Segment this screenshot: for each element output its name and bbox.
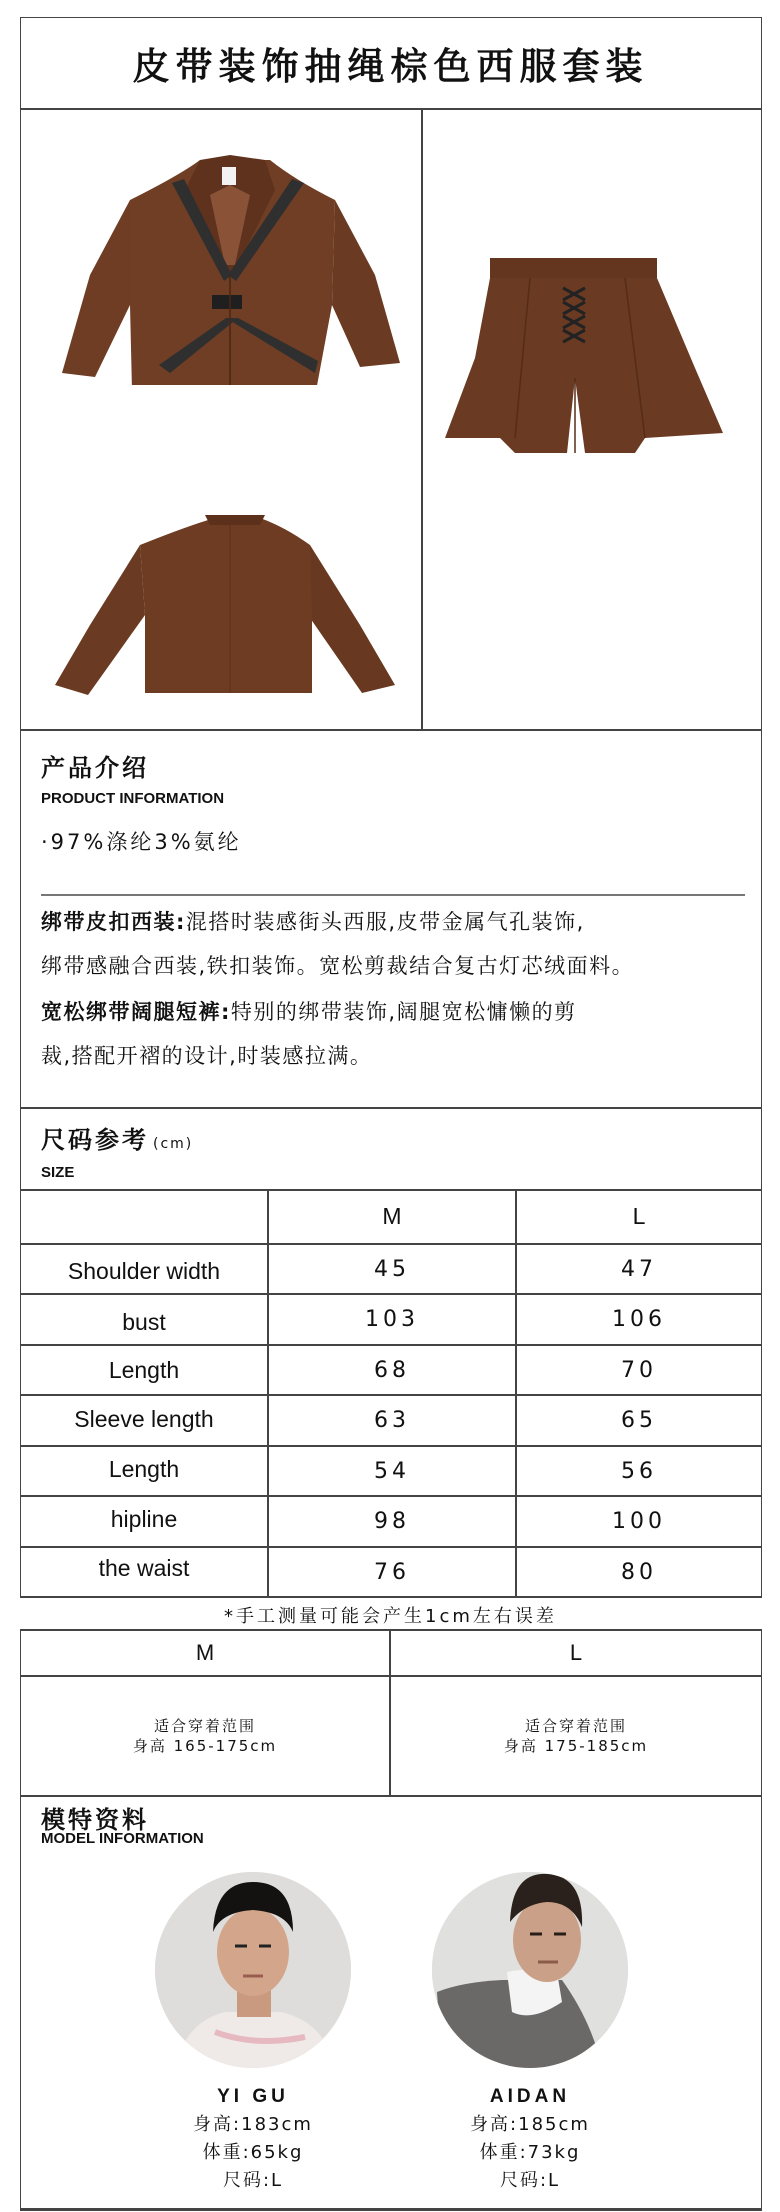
size-row-label: Length (108, 1356, 180, 1383)
product-info-heading: 产品介绍 (41, 754, 149, 782)
model-height: 身高:185cm (470, 2114, 590, 2135)
size-table-header-empty (20, 1190, 268, 1243)
size-row-m: 63 (374, 1407, 410, 1433)
jacket-description-line-2: 绑带感融合西装,铁扣装饰。宽松剪裁结合复古灯芯绒面料。 (41, 954, 635, 978)
size-row-l: 56 (621, 1458, 657, 1484)
size-table-header-l: L (632, 1203, 646, 1229)
size-row-m: 98 (374, 1508, 410, 1534)
bottom-border (20, 2208, 762, 2211)
size-row-label: Shoulder width (67, 1257, 221, 1284)
fit-range-height: 身高 165-175cm (132, 1737, 278, 1755)
divider (20, 729, 762, 731)
fit-range-label: 适合穿着范围 (524, 1717, 627, 1735)
size-subheading: SIZE (41, 1164, 75, 1181)
model-info-heading: 模特资料 (41, 1806, 149, 1834)
shorts-description-label: 宽松绑带阔腿短裤: (41, 1000, 231, 1024)
size-row-m: 54 (374, 1458, 410, 1484)
model-avatar-yi-gu (155, 1872, 351, 2068)
divider (20, 1107, 762, 1109)
jacket-description-label: 绑带皮扣西装: (41, 910, 186, 934)
fit-range-header-m: M (195, 1640, 215, 1665)
size-row-l: 80 (621, 1559, 657, 1585)
model-height: 身高:183cm (193, 2114, 313, 2135)
size-row-m: 76 (374, 1559, 410, 1585)
fit-range-cell-m (20, 1676, 390, 1796)
fit-range-cell-l (390, 1676, 762, 1796)
divider (421, 109, 423, 730)
size-row-l: 47 (621, 1256, 657, 1282)
shorts-description-line-1: 宽松绑带阔腿短裤:特别的绑带装饰,阔腿宽松慵懒的剪 (41, 1000, 577, 1024)
measurement-note: *手工测量可能会产生1cm左右误差 (224, 1606, 557, 1627)
product-info-subheading: PRODUCT INFORMATION (41, 790, 225, 807)
size-row-l: 70 (621, 1357, 657, 1383)
size-row-l: 65 (621, 1407, 657, 1433)
material-composition: ·97%涤纶3%氨纶 (41, 830, 242, 854)
jacket-back-image (50, 515, 405, 705)
size-row-m: 68 (374, 1357, 410, 1383)
model-size: 尺码:L (222, 2170, 284, 2191)
section-divider (41, 894, 745, 896)
size-unit: (cm) (153, 1136, 194, 1152)
size-heading: 尺码参考 (cm) (41, 1126, 194, 1154)
size-row-m: 45 (374, 1256, 410, 1282)
page-title: 皮带装饰抽绳棕色西服套装 (132, 45, 649, 88)
fit-range-label: 适合穿着范围 (153, 1717, 256, 1735)
jacket-front-image (60, 155, 405, 385)
fit-range-header-l: L (569, 1640, 583, 1665)
size-table-header-m: M (382, 1203, 402, 1229)
size-row-label: Length (108, 1455, 180, 1482)
size-row-label: bust (122, 1308, 166, 1335)
size-row-label: the waist (98, 1554, 190, 1581)
model-name: YI GU (217, 2086, 289, 2107)
model-info-subheading: MODEL INFORMATION (41, 1830, 204, 1847)
model-avatar-aidan (432, 1872, 628, 2068)
model-weight: 体重:65kg (202, 2142, 304, 2163)
model-size: 尺码:L (499, 2170, 561, 2191)
model-info-aidan (410, 2083, 650, 2195)
divider (20, 108, 762, 110)
jacket-description-line-1: 绑带皮扣西装:混搭时装感街头西服,皮带金属气孔装饰, (41, 910, 585, 934)
size-row-l: 106 (612, 1306, 666, 1332)
size-row-m: 103 (365, 1306, 419, 1332)
shorts-image (445, 258, 725, 463)
size-row-l: 100 (612, 1508, 666, 1534)
model-name: AIDAN (489, 2086, 571, 2107)
size-row-label: Sleeve length (74, 1405, 214, 1432)
fit-range-height: 身高 175-185cm (503, 1737, 649, 1755)
size-row-label: hipline (110, 1505, 178, 1532)
shorts-description-line-2: 裁,搭配开褶的设计,时装感拉满。 (41, 1044, 373, 1068)
model-info-yi-gu (133, 2083, 373, 2195)
model-weight: 体重:73kg (479, 2142, 581, 2163)
